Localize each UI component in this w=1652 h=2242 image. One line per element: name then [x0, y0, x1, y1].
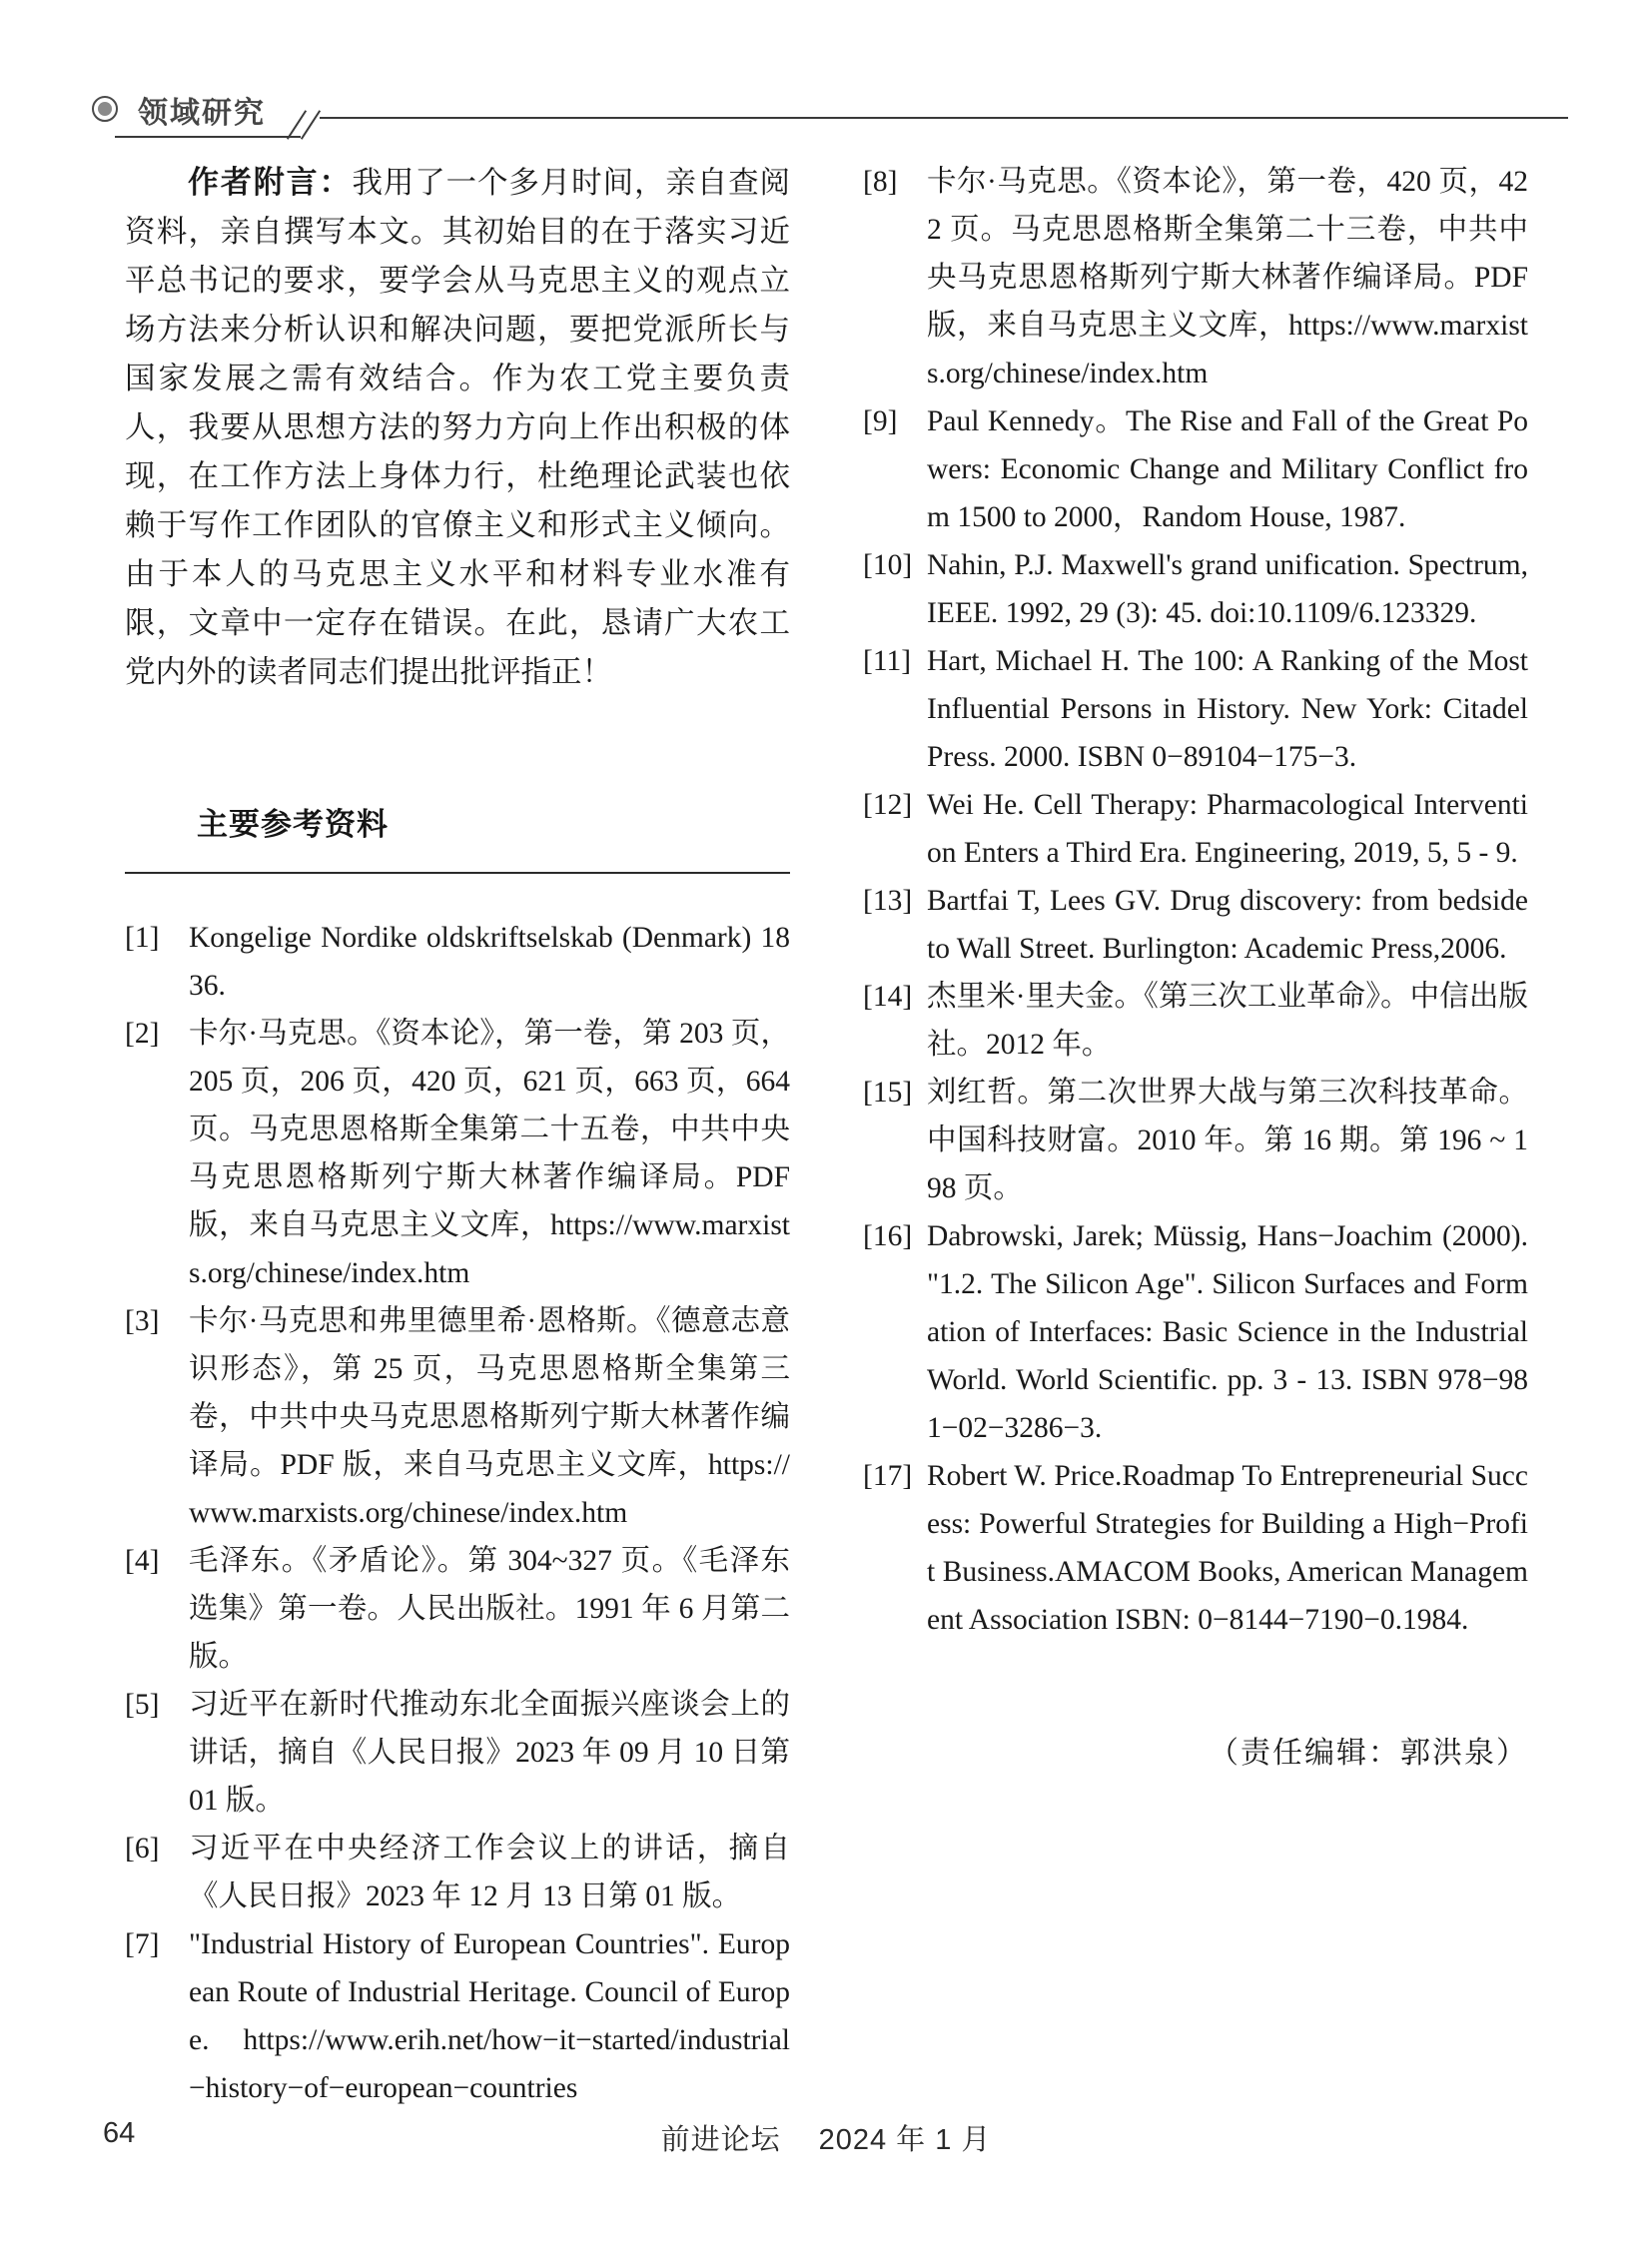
journal-name: 前进论坛: [660, 2124, 781, 2156]
reference-item: [863, 1452, 1528, 1644]
reference-number: [2]: [125, 1018, 160, 1050]
references-list-left: [125, 914, 790, 2112]
reference-text: Kongelige Nordike oldskriftselskab (Denmark) 1836.: [189, 922, 790, 1002]
section-bullet-icon: [92, 96, 118, 122]
issue-date: 2024 年 1 月: [818, 2124, 992, 2156]
footer-journal-line: [0, 2117, 1652, 2158]
reference-text: Nahin, P.J. Maxwell's grand unification. Spectrum, IEEE. 1992, 29 (3): 45. doi:10.1109/6.123329.: [927, 549, 1528, 629]
reference-number: [6]: [125, 1833, 160, 1865]
reference-text: "Industrial History of European Countries". European Route of Industrial Heritage. Council of Europe. https://www.erih.net/how−it−started/industrial−history−of−european−countries: [189, 1928, 790, 2104]
reference-item: [863, 1069, 1528, 1212]
reference-item: [125, 1825, 790, 1920]
section-title: 领域研究: [138, 97, 266, 130]
reference-number: [12]: [863, 789, 913, 821]
reference-number: [3]: [125, 1305, 160, 1337]
reference-item: [125, 1297, 790, 1537]
reference-item: [863, 877, 1528, 973]
reference-item: [863, 158, 1528, 397]
reference-text: 卡尔·马克思。《资本论》，第一卷，第 203 页，205 页，206 页，420 页，621 页，663 页，664 页。马克思恩格斯全集第二十五卷，中共中央马克思恩格斯列宁斯大林著作编译局。PDF 版，来自马克思主义文库，https://www.marxists.org/chinese/index.htm: [189, 1018, 790, 1289]
reference-number: [9]: [863, 405, 898, 437]
right-column: [863, 158, 1528, 1778]
reference-text: 刘红哲。第二次世界大战与第三次科技革命。中国科技财富。2010 年。第 16 期。第 196 ~ 198 页。: [927, 1077, 1528, 1204]
bullet-dot: [98, 102, 112, 116]
reference-text: 杰里米·里夫金。《第三次工业革命》。中信出版社。2012 年。: [927, 981, 1528, 1061]
reference-text: Paul Kennedy。The Rise and Fall of the Great Powers: Economic Change and Military Conflict from 1500 to 2000，Random House, 1987.: [927, 405, 1528, 533]
reference-number: [5]: [125, 1689, 160, 1721]
author-note-label: 作者附言：: [188, 165, 353, 200]
reference-item: [863, 973, 1528, 1069]
author-note-paragraph: [125, 158, 790, 697]
reference-number: [8]: [863, 166, 898, 198]
references-heading: 主要参考资料: [197, 807, 389, 842]
reference-text: 卡尔·马克思。《资本论》，第一卷，420 页，422 页。马克思恩格斯全集第二十三卷，中共中央马克思恩格斯列宁斯大林著作编译局。PDF 版，来自马克思主义文库，https://www.marxists.org/chinese/index.htm: [927, 166, 1528, 389]
reference-item: [125, 1010, 790, 1297]
reference-item: [125, 1681, 790, 1825]
references-divider: [125, 872, 790, 874]
reference-text: 卡尔·马克思和弗里德里希·恩格斯。《德意志意识形态》，第 25 页，马克思恩格斯全集第三卷，中共中央马克思恩格斯列宁斯大林著作编译局。PDF 版，来自马克思主义文库，https://www.marxists.org/chinese/index.htm: [189, 1305, 790, 1529]
reference-text: 习近平在新时代推动东北全面振兴座谈会上的讲话，摘自《人民日报》2023 年 09 月 10 日第 01 版。: [189, 1689, 790, 1817]
left-column: [125, 158, 790, 2112]
reference-number: [14]: [863, 981, 913, 1013]
reference-text: Bartfai T, Lees GV. Drug discovery: from bedside to Wall Street. Burlington: Academic Press,2006.: [927, 885, 1528, 965]
reference-text: Robert W. Price.Roadmap To Entrepreneurial Success: Powerful Strategies for Building a High−Profit Business.AMACOM Books, American Management Association ISBN: 0−8144−7190−0.1984.: [927, 1460, 1528, 1636]
reference-number: [1]: [125, 922, 160, 954]
reference-item: [125, 914, 790, 1010]
reference-item: [863, 637, 1528, 781]
reference-text: Wei He. Cell Therapy: Pharmacological Intervention Enters a Third Era. Engineering, 2019, 5, 5 - 9.: [927, 789, 1528, 869]
page-number: 64: [103, 2117, 136, 2149]
author-note-text: 我用了一个多月时间，亲自查阅资料，亲自撰写本文。其初始目的在于落实习近平总书记的要求，要学会从马克思主义的观点立场方法来分析认识和解决问题，要把党派所长与国家发展之需有效结合。作为农工党主要负责人，我要从思想方法的努力方向上作出积极的体现，在工作方法上身体力行，杜绝理论武装也依赖于写作工作团队的官僚主义和形式主义倾向。由于本人的马克思主义水平和材料专业水准有限，文章中一定存在错误。在此，恳请广大农工党内外的读者同志们提出批评指正！: [125, 166, 791, 689]
header-rule: [320, 117, 1568, 119]
reference-item: [863, 1212, 1528, 1452]
reference-text: 毛泽东。《矛盾论》。第 304~327 页。《毛泽东选集》第一卷。人民出版社。1991 年 6 月第二版。: [189, 1545, 790, 1673]
reference-number: [16]: [863, 1220, 913, 1252]
reference-item: [863, 541, 1528, 637]
reference-number: [13]: [863, 885, 913, 917]
reference-number: [10]: [863, 549, 913, 581]
reference-item: [863, 397, 1528, 541]
reference-item: [125, 1537, 790, 1681]
editor-note: （责任编辑：郭洪泉）: [1209, 1737, 1528, 1770]
header-title-underline: [115, 136, 301, 138]
reference-number: [4]: [125, 1545, 160, 1577]
reference-number: [15]: [863, 1077, 913, 1109]
reference-item: [125, 1920, 790, 2112]
reference-text: Dabrowski, Jarek; Müssig, Hans−Joachim (2000). "1.2. The Silicon Age". Silicon Surfaces and Formation of Interfaces: Basic Science in the Industrial World. World Scientific. pp. 3 - 13. ISBN 978−981−02−3286−3.: [927, 1220, 1528, 1444]
reference-number: [7]: [125, 1928, 160, 1960]
reference-number: [17]: [863, 1460, 913, 1492]
reference-text: 习近平在中央经济工作会议上的讲话，摘自《人民日报》2023 年 12 月 13 日第 01 版。: [189, 1833, 790, 1912]
reference-text: Hart, Michael H. The 100: A Ranking of the Most Influential Persons in History. New York: Citadel Press. 2000. ISBN 0−89104−175−3.: [927, 645, 1528, 773]
reference-number: [11]: [863, 645, 912, 677]
reference-item: [863, 781, 1528, 877]
references-list-right: [863, 158, 1528, 1644]
